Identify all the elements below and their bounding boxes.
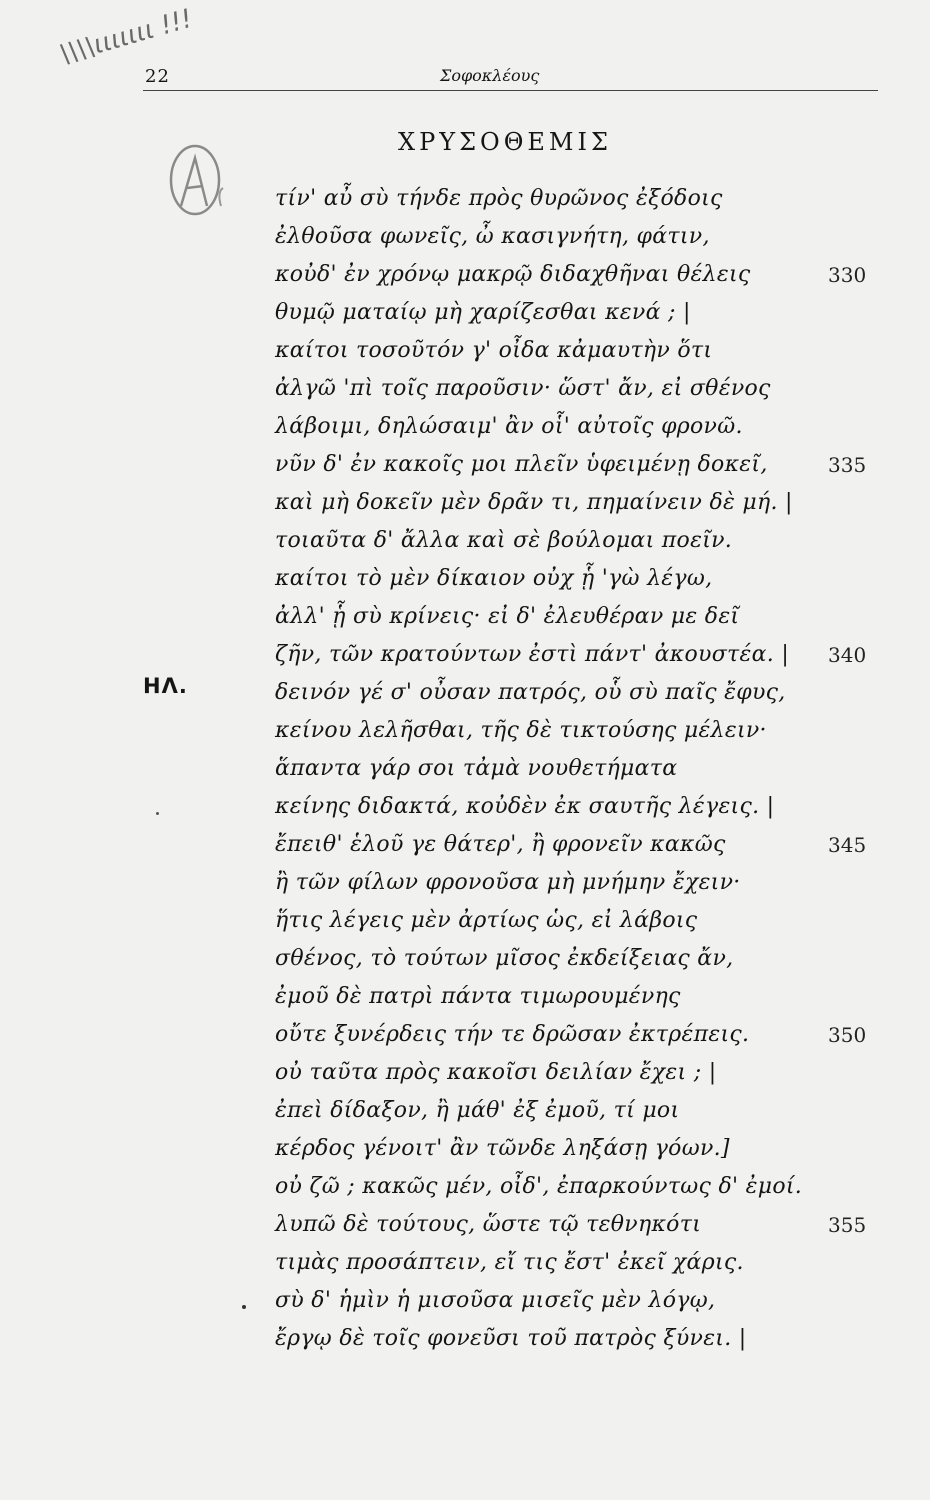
header-rule: [143, 90, 878, 91]
verse-line: οὐ ζῶ ; κακῶς μέν, οἶδ', ἐπαρκούντως δ' ἐμοί.: [275, 1174, 803, 1199]
line-number: 355: [828, 1213, 867, 1237]
verse-line: σθένος, τὸ τούτων μῖσος ἐκδείξειας ἄν,: [275, 946, 734, 971]
verse-line: λάβοιμι, δηλώσαιμ' ἂν οἷ' αὐτοῖς φρονῶ.: [275, 414, 743, 439]
line-number: 340: [828, 643, 867, 667]
verse-line: τίν' αὖ σὺ τήνδε πρὸς θυρῶνος ἐξόδοις: [275, 186, 723, 211]
verse-line: ἔργῳ δὲ τοῖς φονεῦσι τοῦ πατρὸς ξύνει. |: [275, 1326, 747, 1351]
speaker-electra: ΗΛ.: [143, 674, 188, 698]
verse-line: ἔπειθ' ἑλοῦ γε θάτερ', ἢ φρονεῖν κακῶς: [275, 832, 726, 857]
verse-line: λυπῶ δὲ τούτους, ὥστε τῷ τεθνηκότι: [275, 1212, 702, 1237]
line-number: 350: [828, 1023, 867, 1047]
page-number: 22: [145, 66, 170, 87]
verse-line: οὐ ταῦτα πρὸς κακοῖσι δειλίαν ἔχει ; |: [275, 1060, 717, 1085]
verse-line: ἢ τῶν φίλων φρονοῦσα μὴ μνήμην ἔχειν·: [275, 870, 741, 895]
verse-line: θυμῷ ματαίῳ μὴ χαρίζεσθαι κενά ; |: [275, 300, 691, 325]
pencil-circle-mark-icon: [165, 140, 235, 220]
verse-line: καὶ μὴ δοκεῖν μὲν δρᾶν τι, πημαίνειν δὲ μή. |: [275, 490, 793, 515]
verse-line: σὺ δ' ἡμὶν ἡ μισοῦσα μισεῖς μὲν λόγῳ,: [275, 1288, 716, 1313]
verse-line: ἥτις λέγεις μὲν ἀρτίως ὡς, εἰ λάβοις: [275, 908, 698, 933]
verse-line: ἐμοῦ δὲ πατρὶ πάντα τιμωρουμένης: [275, 984, 681, 1009]
verse-line: ἀλγῶ 'πὶ τοῖς παροῦσιν· ὥστ' ἄν, εἰ σθένος: [275, 376, 771, 401]
verse-line: κείνης διδακτά, κοὐδὲν ἐκ σαυτῆς λέγεις. |: [275, 794, 775, 819]
ink-spot: [156, 812, 159, 815]
verse-line: καίτοι τοσοῦτόν γ' οἶδα κἀμαυτὴν ὅτι: [275, 338, 713, 363]
ink-spot: [242, 1305, 246, 1309]
line-number: 335: [828, 453, 867, 477]
speaker-chrysothemis: ΧΡΥΣΟΘΕΜΙΣ: [398, 128, 612, 156]
line-number: 345: [828, 833, 867, 857]
line-number: 330: [828, 263, 867, 287]
verse-line: καίτοι τὸ μὲν δίκαιον οὐχ ᾗ 'γὼ λέγω,: [275, 566, 713, 591]
verse-line: ἀλλ' ᾗ σὺ κρίνεις· εἰ δ' ἐλευθέραν με δεῖ: [275, 604, 740, 629]
verse-line: κείνου λελῆσθαι, τῆς δὲ τικτούσης μέλειν·: [275, 718, 767, 743]
margin-scribble: \\\\ιιιιιιι !!!: [56, 3, 196, 71]
verse-line: τοιαῦτα δ' ἄλλα καὶ σὲ βούλομαι ποεῖν.: [275, 528, 733, 553]
verse-line: ζῆν, τῶν κρατούντων ἐστὶ πάντ' ἀκουστέα. |: [275, 642, 790, 667]
verse-line: ἅπαντα γάρ σοι τἀμὰ νουθετήματα: [275, 756, 678, 781]
running-title: Σοφοκλέους: [440, 66, 540, 85]
verse-line: τιμὰς προσάπτειν, εἴ τις ἔστ' ἐκεῖ χάρις.: [275, 1250, 744, 1275]
verse-line: νῦν δ' ἐν κακοῖς μοι πλεῖν ὑφειμένῃ δοκεῖ,: [275, 452, 768, 477]
verse-line: κοὐδ' ἐν χρόνῳ μακρῷ διδαχθῆναι θέλεις: [275, 262, 751, 287]
verse-line: δεινόν γέ σ' οὖσαν πατρός, οὗ σὺ παῖς ἔφυς,: [275, 680, 786, 705]
verse-line: ἐλθοῦσα φωνεῖς, ὦ κασιγνήτη, φάτιν,: [275, 224, 710, 249]
verse-line: κέρδος γένοιτ' ἂν τῶνδε ληξάσῃ γόων.]: [275, 1136, 730, 1161]
verse-line: ἐπεὶ δίδαξον, ἢ μάθ' ἐξ ἐμοῦ, τί μοι: [275, 1098, 680, 1123]
verse-line: οὔτε ξυνέρδεις τήν τε δρῶσαν ἐκτρέπεις.: [275, 1022, 750, 1047]
